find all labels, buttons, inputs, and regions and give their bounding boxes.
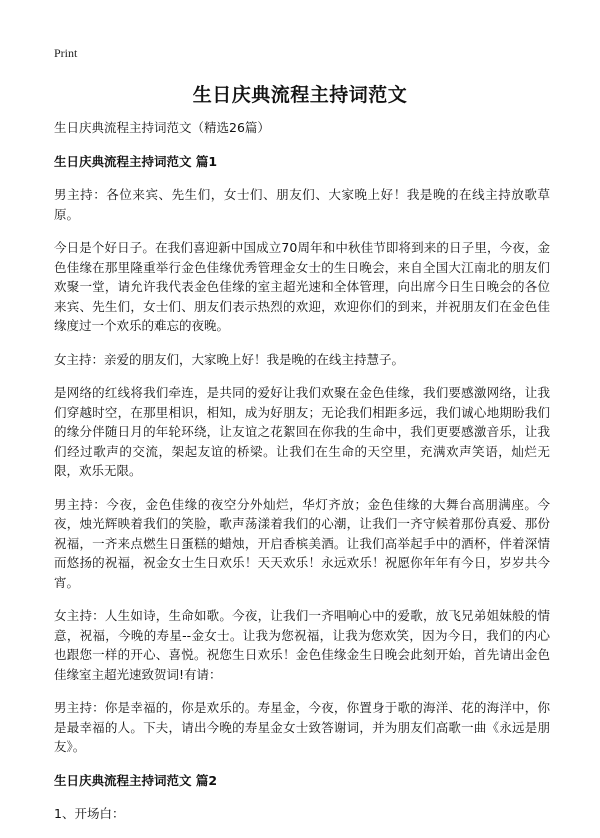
document-subtitle: 生日庆典流程主持词范文（精选26篇）: [54, 120, 270, 135]
section-heading-1: 生日庆典流程主持词范文 篇1: [54, 153, 218, 169]
document-title: 生日庆典流程主持词范文: [192, 84, 408, 106]
paragraph: 女主持：亲爱的朋友们，大家晚上好！我是晚的在线主持慧子。: [54, 351, 405, 367]
document-body: [54, 118, 550, 838]
section-heading-2: 生日庆典流程主持词范文 篇2: [54, 772, 218, 788]
paragraph: 男主持：今夜，金色佳缘的夜空分外灿烂，华灯齐放；金色佳缘的大舞台高朋满座。今夜，烛光辉映着我们的笑脸，歌声荡漾着我们的心潮，让我们一齐守候着那份真爱、那份祝福，一齐来点燃生日蛋糕的蜡烛，开启香槟美酒。让我们高举起手中的酒杯，伴着深情而悠扬的祝福，祝金女士生日欢乐！天天欢乐！永远欢乐！祝愿你年年有今日，岁岁共今宵。: [54, 496, 550, 590]
paragraph: 1、开场白：: [54, 806, 125, 821]
paragraph: 女主持：人生如诗，生命如歌。今夜，让我们一齐唱响心中的爱歌，放飞兄弟姐妹般的情意，祝福，今晚的寿星--金女士。让我为您祝福，让我为您欢笑，因为今日，我们的内心也跟您一样的开心、喜悦。祝您生日欢乐！金色佳缘金生日晚会此刻开始，首先请出金色佳缘室主超光速致贺词!有请：: [54, 608, 550, 682]
paragraph: 今日是个好日子。在我们喜迎新中国成立70周年和中秋佳节即将到来的日子里，今夜，金色佳缘在那里隆重举行金色佳缘优秀管理金女士的生日晚会，来自全国大江南北的朋友们欢聚一堂，请允许我代表金色佳缘的室主超光速和全体管理，向出席今日生日晚会的各位来宾、先生们，女士们、朋友们表示热烈的欢迎，欢迎你们的到来，并祝朋友们在金色佳缘度过一个欢乐的难忘的夜晚。: [54, 240, 550, 333]
paragraph: 是网络的红线将我们牵连，是共同的爱好让我们欢聚在金色佳缘，我们要感激网络，让我们穿越时空，在那里相识，相知，成为好朋友；无论我们相距多远，我们诚心地期盼我们的缘分伴随日月的年轮环绕，让友谊之花絮回在你我的生命中，我们更要感激音乐，让我们经过歌声的交流，架起友谊的桥梁。让我们在生命的天空里，充满欢声笑语，灿烂无限，欢乐无限。: [54, 385, 550, 478]
print-link[interactable]: Print: [54, 46, 78, 60]
paragraph: 男主持：你是幸福的，你是欢乐的。寿星金，今夜，你置身于歌的海洋、花的海洋中，你是最幸福的人。下夫，请出今晚的寿星金女士致答谢词，并为朋友们高歌一曲《永远是朋友》。: [54, 700, 550, 754]
paragraph: 男主持：各位来宾、先生们，女士们、朋友们、大家晚上好！我是晚的在线主持放歌草原。: [54, 187, 550, 222]
